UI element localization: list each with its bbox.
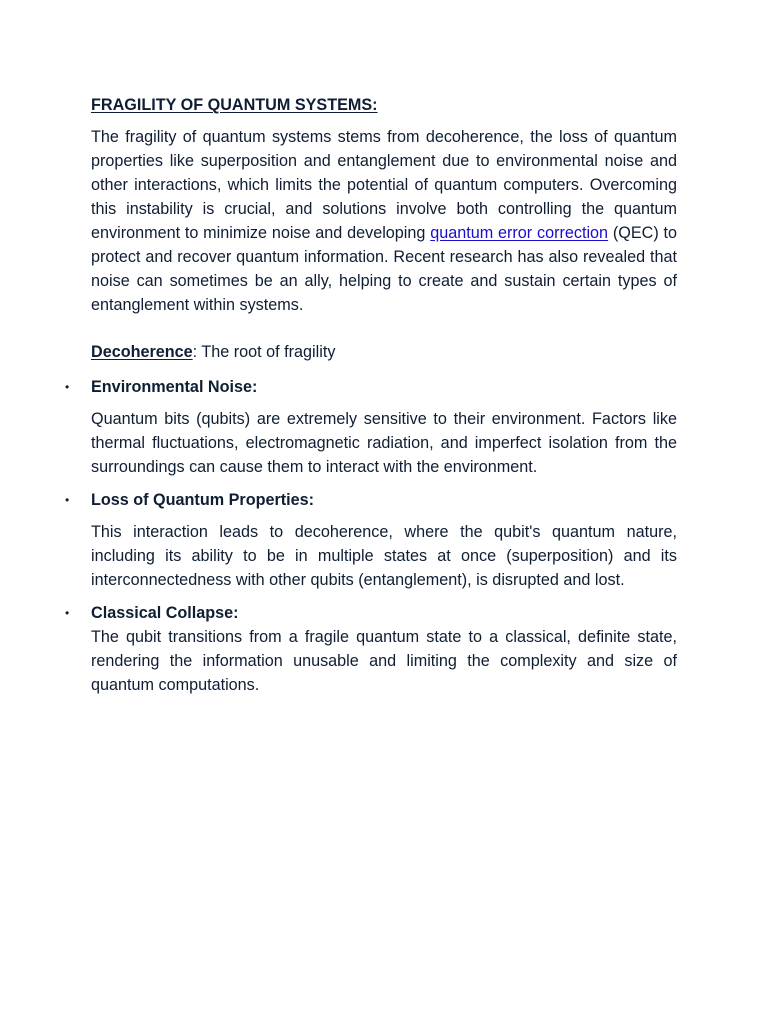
quantum-error-correction-link[interactable]: quantum error correction (430, 224, 609, 242)
bullet-classical-collapse (65, 601, 677, 697)
document-content (65, 94, 678, 697)
bullet-marker: • (65, 493, 70, 507)
decoherence-subheading-rest: : The root of fragility (192, 343, 336, 361)
bullet-loss-of-quantum-properties (65, 488, 677, 592)
decoherence-term: Decoherence (91, 343, 193, 361)
bullet-heading: Loss of Quantum Properties: (91, 491, 315, 509)
bullet-heading: Classical Collapse: (91, 604, 239, 622)
bullet-body: Quantum bits (qubits) are extremely sensitive to their environment. Factors like thermal fluctuations, electromagnetic radiation, and imperfect isolation from the surroundings can cause them to interact with the environment. (91, 410, 677, 476)
bullet-body: This interaction leads to decoherence, where the qubit's quantum nature, including its ability to be in multiple states at once (superposition) and its interconnectedness with other qubits (entanglement), is disrupted and lost. (91, 523, 677, 589)
intro-text-after-link: (QEC) to protect and recover quantum information. Recent research has also revealed that noise can sometimes be an ally, helping to create and sustain certain types of entanglement within systems. (91, 224, 678, 314)
bullet-marker: • (65, 606, 70, 620)
bullet-body: The qubit transitions from a fragile quantum state to a classical, definite state, rendering the information unusable and limiting the complexity and size of quantum computations. (91, 628, 677, 694)
decoherence-subheading (91, 340, 677, 364)
bullet-marker: • (65, 380, 70, 394)
document-title: FRAGILITY OF QUANTUM SYSTEMS: (91, 96, 378, 114)
intro-paragraph (91, 125, 677, 317)
intro-text-before-link: The fragility of quantum systems stems from decoherence, the loss of quantum properties like superposition and entanglement due to environmental noise and other interactions, which limits the potential of quantum computers. Overcoming this instability is crucial, and solutions involve both controlling the quantum environment to minimize noise and developing (91, 128, 677, 242)
bullet-heading: Environmental Noise: (91, 378, 258, 396)
bullet-environmental-noise (65, 375, 677, 479)
